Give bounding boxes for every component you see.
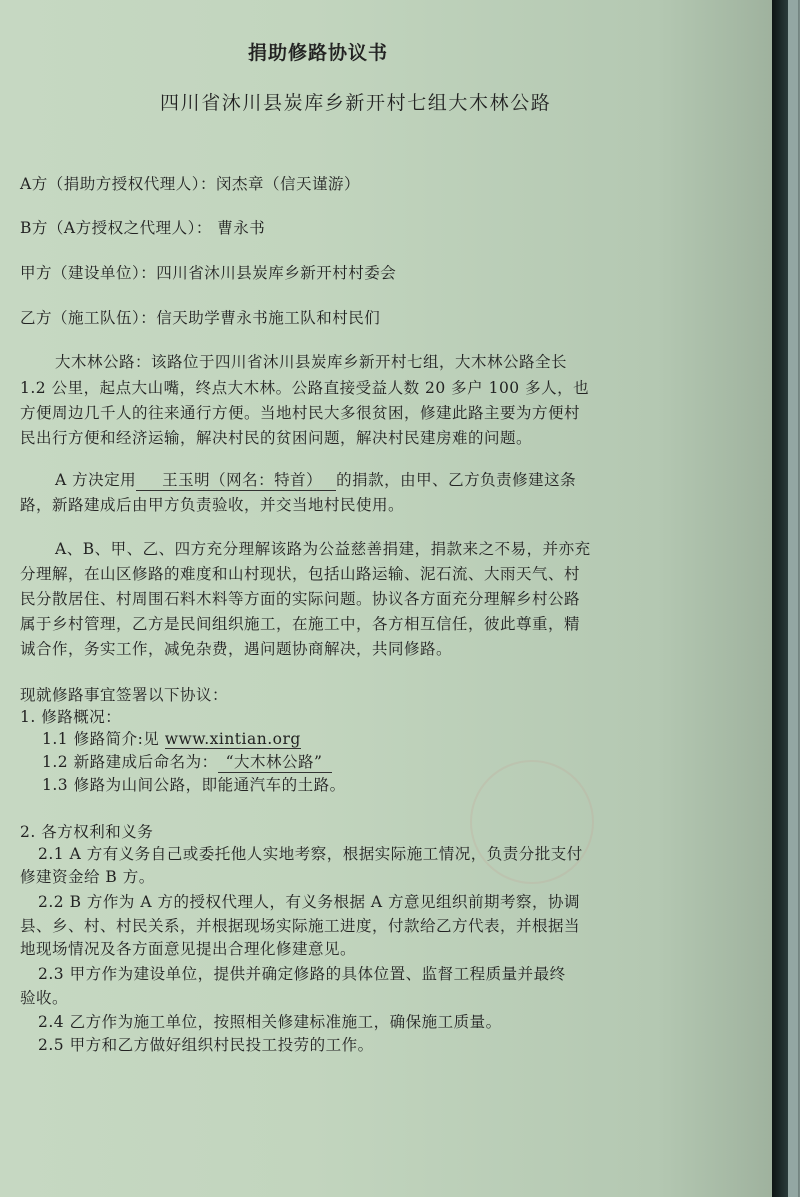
para2-prefix: A 方决定用 [55, 471, 137, 489]
party-b: B方（A方授权之代理人）： 曹永书 [20, 219, 266, 237]
item-1-1-label: 1.1 修路简介:见 [42, 730, 165, 748]
para1-line: 民出行方便和经济运输，解决村民的贫困问题，解决村民建房难的问题。 [20, 429, 533, 447]
para3-line: 民分散居住、村周围石料木料等方面的实际问题。协议各方面充分理解乡村公路 [20, 590, 581, 608]
para2-suffix: 的捐款，由甲、乙方负责修建这条 [336, 471, 577, 489]
donor-name: 王玉明（网名：特首） [136, 468, 336, 491]
item-1-3: 1.3 修路为山间公路，即能通汽车的土路。 [42, 776, 346, 794]
para2-line: 路，新路建成后由甲方负责验收，并交当地村民使用。 [20, 496, 405, 514]
para3-line: 分理解，在山区修路的难度和山村现状，包括山路运输、泥石流、大雨天气、村 [20, 565, 581, 583]
item-2-3-cont: 验收。 [20, 989, 69, 1007]
para1-line: 大木林公路：该路位于四川省沐川县炭库乡新开村七组，大木林公路全长 [55, 353, 568, 371]
item-1-2 [42, 750, 332, 773]
next-page-edge [788, 0, 798, 1197]
road-name: “大木林公路” [218, 750, 333, 773]
para2-line [55, 468, 576, 491]
item-2-2-cont: 县、乡、村、村民关系，并根据现场实际施工进度，付款给乙方代表，并根据当 [20, 917, 581, 935]
party-jia: 甲方（建设单位）：四川省沐川县炭库乡新开村村委会 [20, 264, 397, 282]
party-yi: 乙方（施工队伍）：信天助学曹永书施工队和村民们 [20, 309, 381, 327]
item-2-4: 2.4 乙方作为施工单位，按照相关修建标准施工，确保施工质量。 [38, 1013, 502, 1031]
para1-line: 方便周边几千人的往来通行方便。当地村民大多很贫困，修建此路主要为方便村 [20, 404, 581, 422]
item-2-2: 2.2 B 方作为 A 方的授权代理人，有义务根据 A 方意见组织前期考察，协调 [38, 893, 580, 911]
document-title: 捐助修路协议书 [248, 42, 389, 64]
item-2-1: 2.1 A 方有义务自己或委托他人实地考察，根据实际施工情况，负责分批支付 [38, 845, 583, 863]
website-link[interactable]: www.xintian.org [164, 730, 301, 748]
section-2-title: 2. 各方权利和义务 [20, 823, 154, 841]
agreement-intro: 现就修路事宜签署以下协议： [20, 686, 229, 704]
document-subtitle: 四川省沐川县炭库乡新开村七组大木林公路 [160, 92, 552, 114]
item-2-5: 2.5 甲方和乙方做好组织村民投工投劳的工作。 [38, 1036, 374, 1054]
para3-line: 属于乡村管理，乙方是民间组织施工，在施工中，各方相互信任，彼此尊重，精 [20, 615, 581, 633]
item-1-2-label: 1.2 新路建成后命名为： [42, 753, 218, 771]
item-2-3: 2.3 甲方作为建设单位，提供并确定修路的具体位置、监督工程质量并最终 [38, 965, 566, 983]
section-1-title: 1. 修路概况： [20, 708, 122, 726]
item-2-1-cont: 修建资金给 B 方。 [20, 868, 155, 886]
para1-line: 1.2 公里，起点大山嘴，终点大木林。公路直接受益人数 20 多户 100 多人，也 [20, 379, 590, 397]
para3-line: 诚合作，务实工作，减免杂费，遇问题协商解决，共同修路。 [20, 640, 453, 658]
item-2-2-cont: 地现场情况及各方面意见提出合理化修建意见。 [20, 940, 357, 958]
party-a: A方（捐助方授权代理人）：闵杰章（信天谨游） [20, 175, 360, 193]
item-1-1 [42, 727, 301, 749]
stamp-stain [470, 760, 594, 884]
para3-line: A、B、甲、乙、四方充分理解该路为公益慈善捐建，捐款来之不易，并亦充 [55, 540, 591, 558]
